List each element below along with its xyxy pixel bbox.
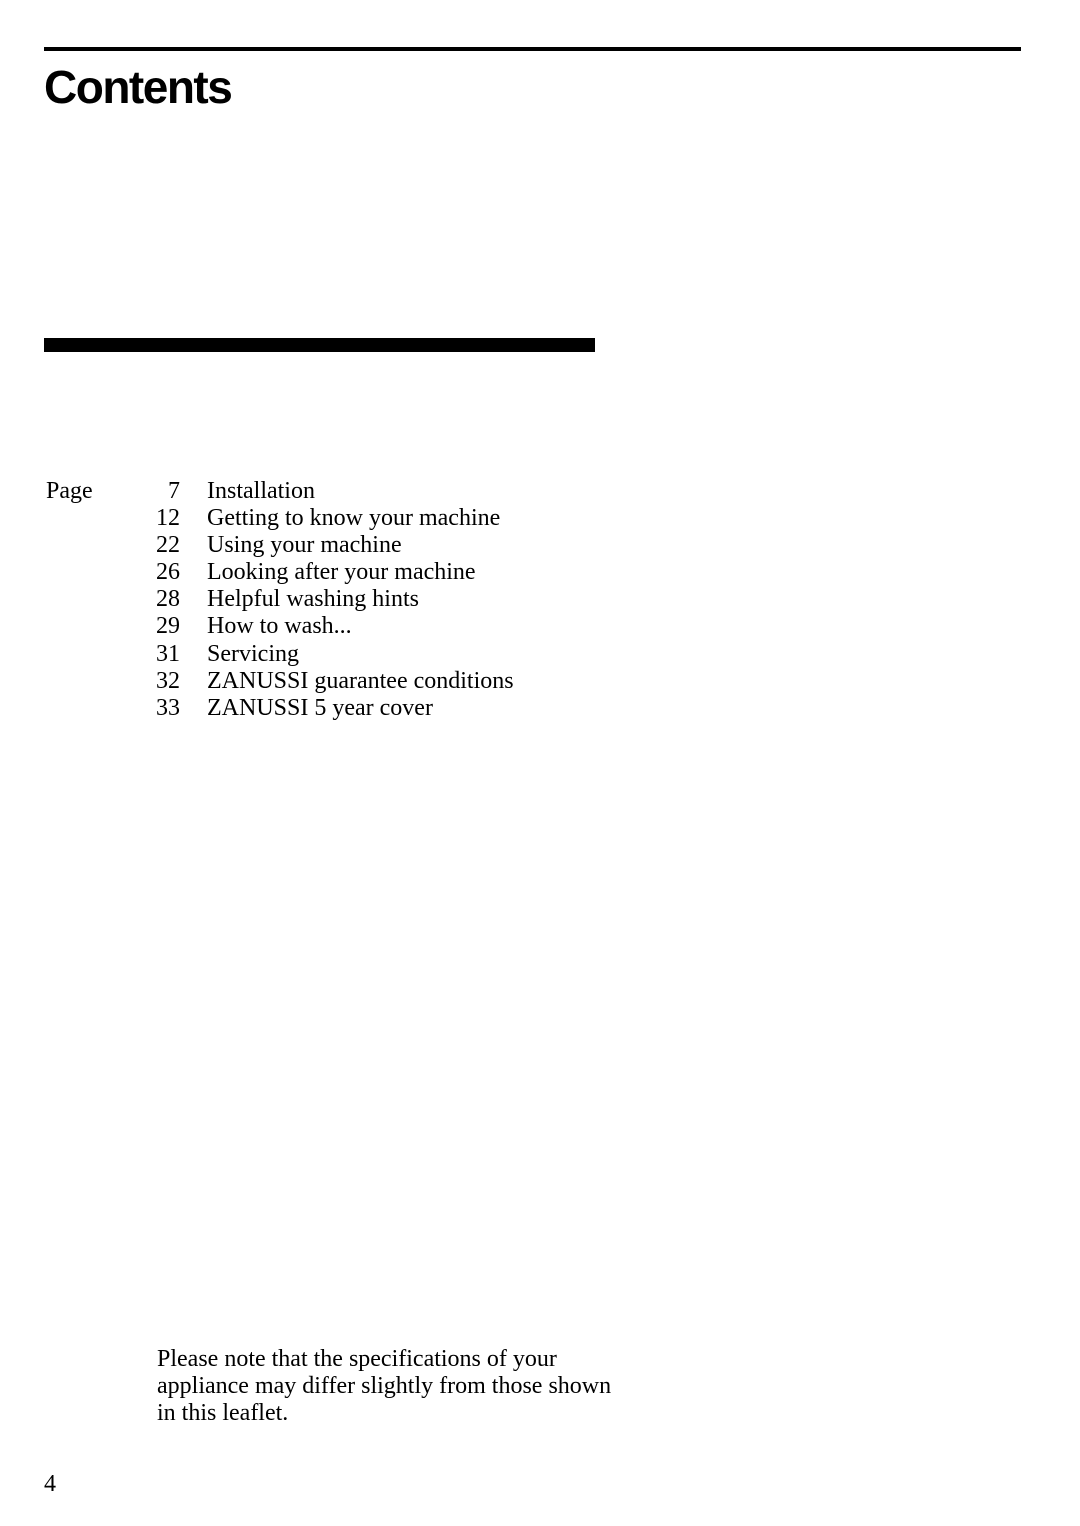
toc-entry[interactable]: [126, 559, 514, 586]
page-number: 4: [44, 1471, 56, 1497]
specification-note: Please note that the specifications of your appliance may differ slightly from those shown in this leaflet.: [157, 1346, 612, 1426]
section-bar: [44, 338, 595, 352]
toc-entry-title: Getting to know your machine: [207, 505, 501, 532]
toc-entry-title: Servicing: [207, 640, 299, 667]
toc-page-label: Page: [46, 478, 93, 504]
toc-entry-page: 33: [156, 694, 180, 721]
toc-entry-title: Installation: [207, 478, 315, 504]
toc-entry-page: 32: [156, 667, 180, 694]
toc-list: [126, 478, 514, 722]
toc-entry-title: Helpful washing hints: [207, 586, 419, 613]
toc-entry-page: 31: [156, 640, 180, 667]
toc-entry-page: 7: [168, 478, 180, 504]
toc-entry-title: ZANUSSI 5 year cover: [207, 694, 433, 721]
page-title: Contents: [44, 61, 232, 113]
toc-entry[interactable]: [126, 532, 514, 559]
top-rule: [44, 47, 1021, 51]
toc-entry[interactable]: [126, 668, 514, 695]
toc-entry[interactable]: [126, 505, 514, 532]
toc-entry-page: 22: [156, 532, 180, 559]
toc-entry-page: 28: [156, 586, 180, 613]
toc-entry-page: 26: [156, 559, 180, 586]
toc-entry-title: Using your machine: [207, 532, 402, 559]
toc-entry-page: 12: [156, 505, 180, 532]
toc-entry-title: Looking after your machine: [207, 559, 476, 586]
toc-entry[interactable]: [126, 695, 514, 722]
toc-entry[interactable]: [126, 641, 514, 668]
toc-entry[interactable]: [126, 478, 514, 505]
toc-entry-page: 29: [156, 613, 180, 640]
toc-entry[interactable]: [126, 586, 514, 613]
toc-entry-title: How to wash...: [207, 613, 352, 640]
toc-entry[interactable]: [126, 613, 514, 640]
toc-entry-title: ZANUSSI guarantee conditions: [207, 667, 514, 694]
